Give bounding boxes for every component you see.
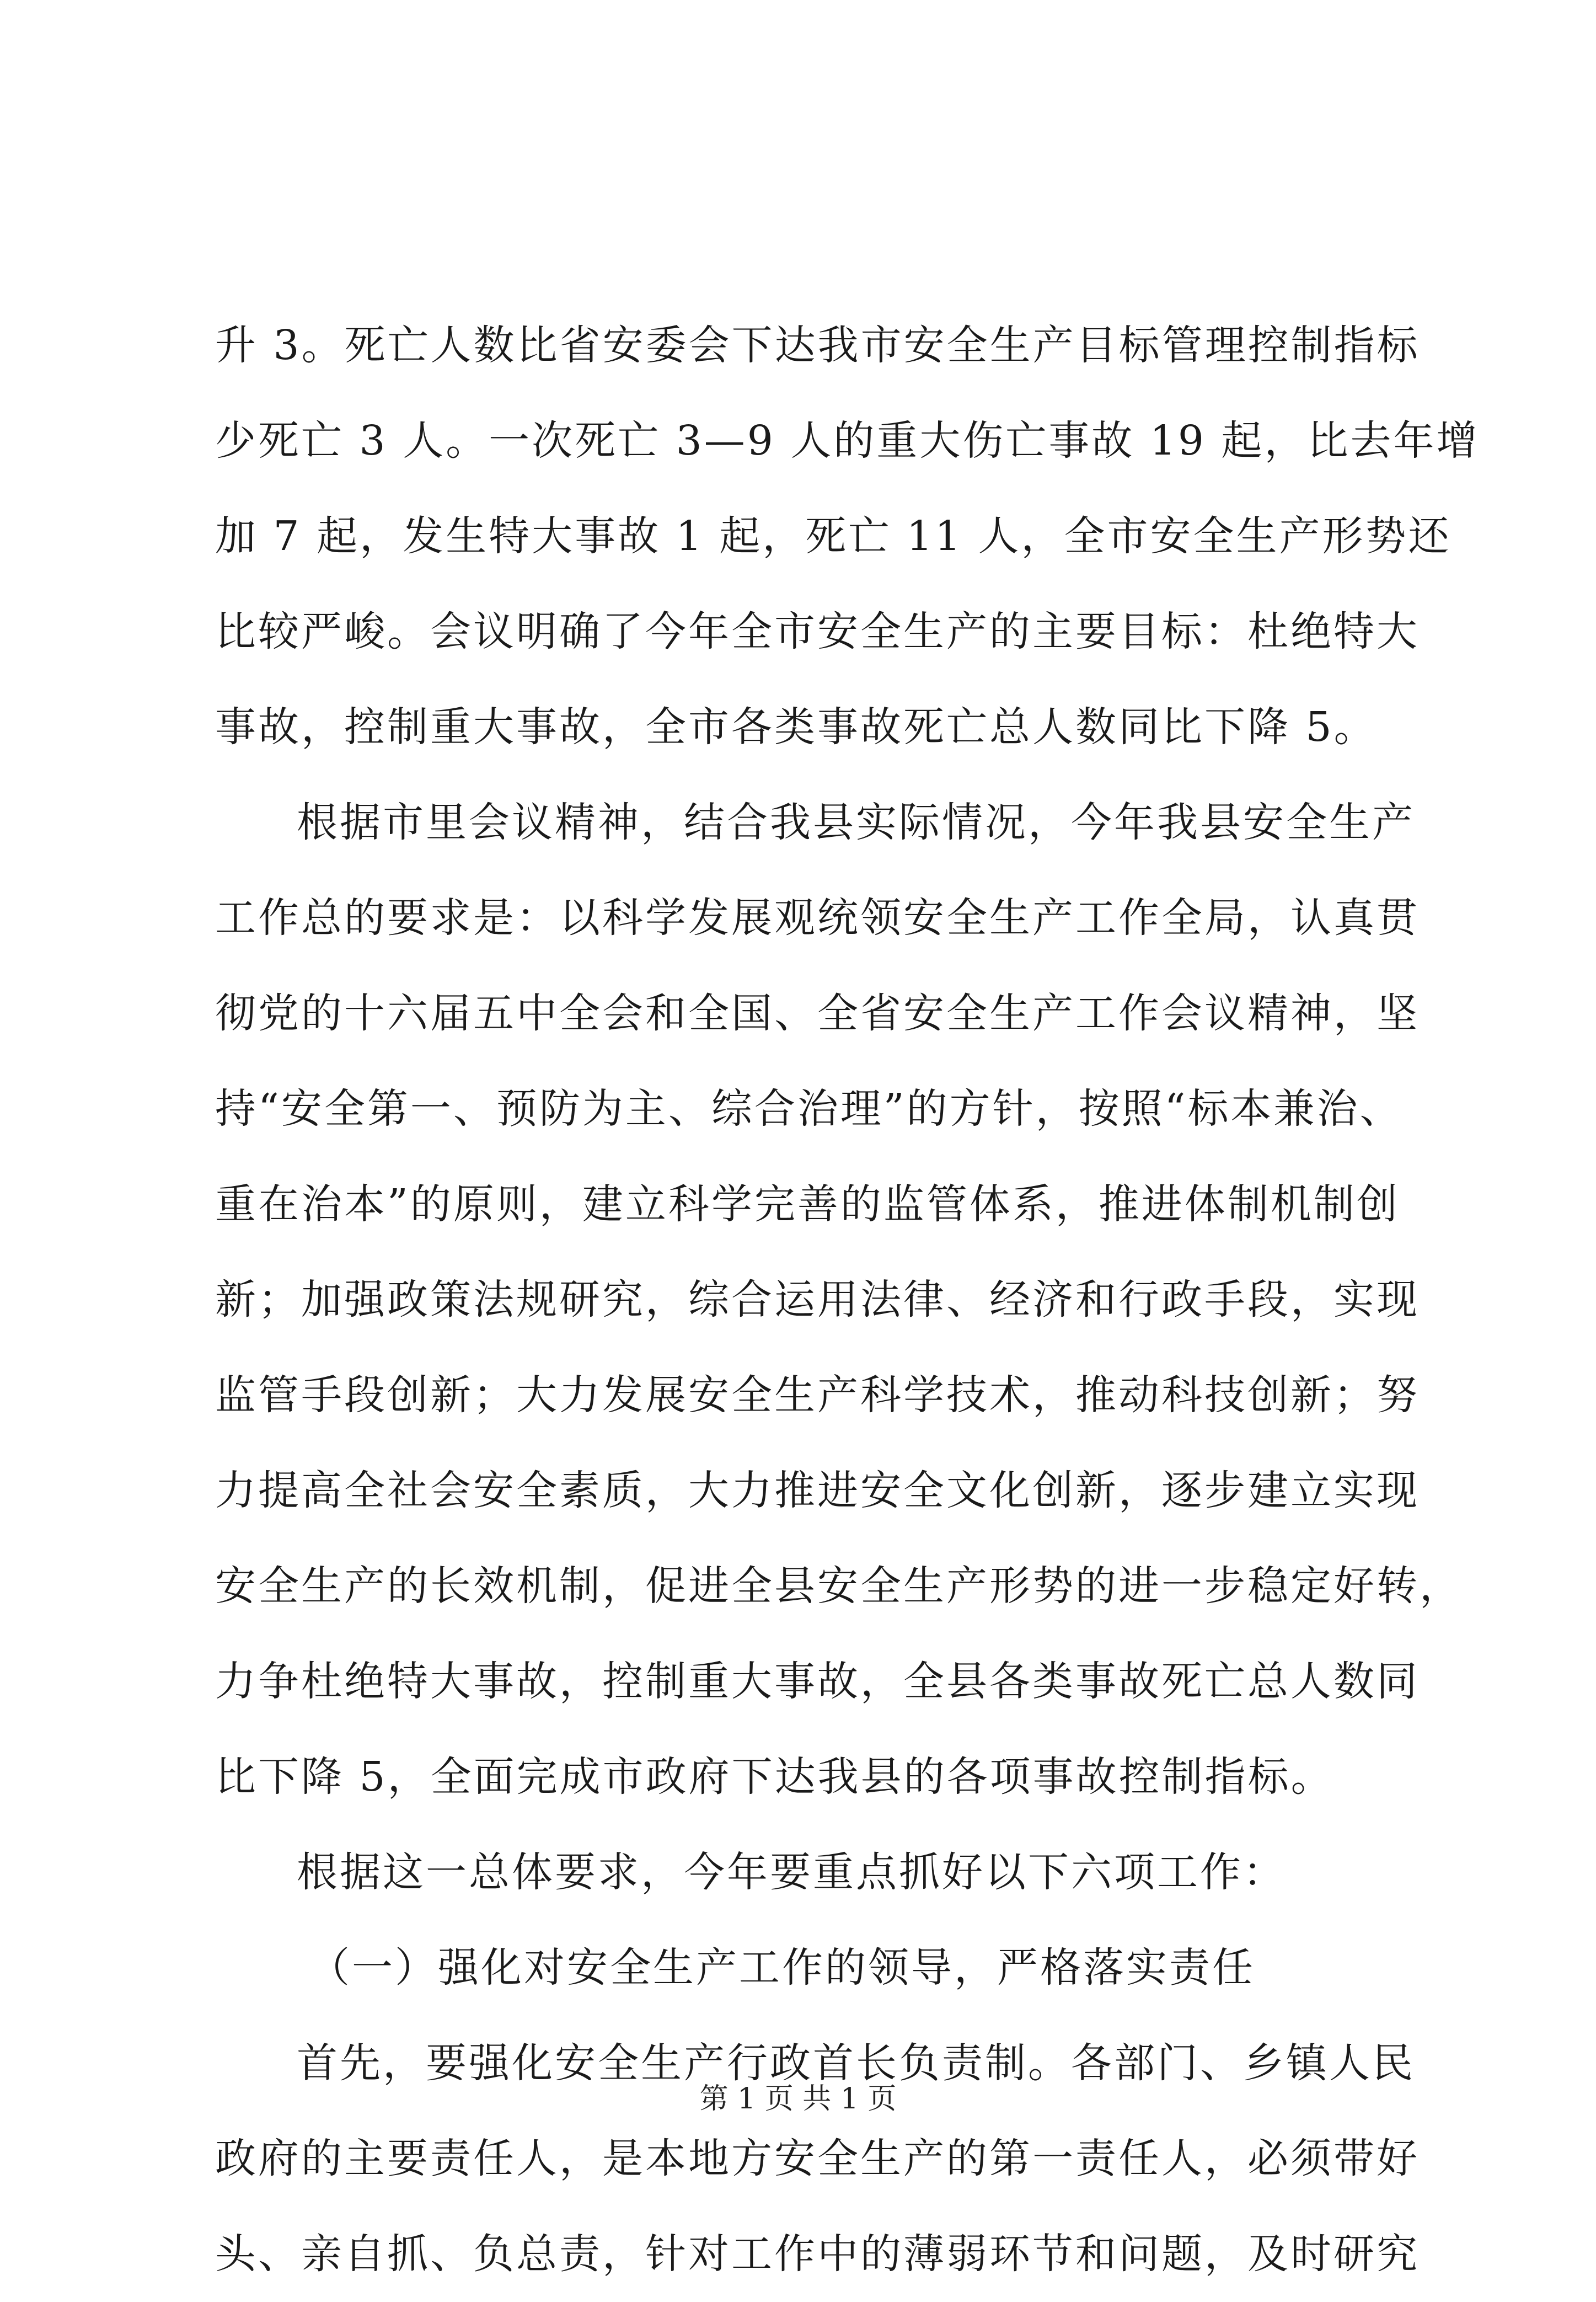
- text-line: 工作总的要求是：以科学发展观统领安全生产工作全局，认真贯: [215, 894, 1420, 942]
- paragraph-start-line: 首先，要强化安全生产行政首长负责制。各部门、乡镇人民: [297, 2039, 1415, 2087]
- text-line: 比下降 5，全面完成市政府下达我县的各项事故控制指标。: [215, 1753, 1334, 1801]
- text-line: 持“安全第一、预防为主、综合治理”的方针，按照“标本兼治、: [215, 1085, 1403, 1133]
- text-line: 政府的主要责任人，是本地方安全生产的第一责任人，必须带好: [215, 2135, 1420, 2182]
- text-line: 安全生产的长效机制，促进全县安全生产形势的进一步稳定好转，: [215, 1562, 1463, 1610]
- section-heading: （一）强化对安全生产工作的领导，严格落实责任: [309, 1944, 1255, 1991]
- text-line: 头、亲自抓、负总责，针对工作中的薄弱环节和问题，及时研究: [215, 2230, 1420, 2278]
- text-line: 力争杜绝特大事故，控制重大事故，全县各类事故死亡总人数同: [215, 1658, 1420, 1705]
- paragraph-start-line: 根据市里会议精神，结合我县实际情况，今年我县安全生产: [297, 799, 1415, 846]
- page-footer: 第 1 页 共 1 页: [699, 2082, 897, 2116]
- text-line: 比较严峻。会议明确了今年全市安全生产的主要目标：杜绝特大: [215, 608, 1420, 655]
- text-line: 升 3。死亡人数比省安委会下达我市安全生产目标管理控制指标: [215, 322, 1420, 369]
- text-line: 力提高全社会安全素质，大力推进安全文化创新，逐步建立实现: [215, 1467, 1420, 1514]
- text-line: 监管手段创新；大力发展安全生产科学技术，推动科技创新；努: [215, 1371, 1420, 1419]
- text-line: 少死亡 3 人。一次死亡 3—9 人的重大伤亡事故 19 起，比去年增: [215, 417, 1480, 464]
- document-body: [215, 298, 1480, 2302]
- text-line: 事故，控制重大事故，全市各类事故死亡总人数同比下降 5。: [215, 703, 1377, 751]
- text-line: 彻党的十六届五中全会和全国、全省安全生产工作会议精神，坚: [215, 990, 1420, 1037]
- text-line: 加 7 起，发生特大事故 1 起，死亡 11 人，全市安全生产形势还: [215, 512, 1452, 560]
- paragraph-start-line: 根据这一总体要求，今年要重点抓好以下六项工作：: [297, 1849, 1286, 1896]
- text-line: 重在治本”的原则，建立科学完善的监管体系，推进体制机制创: [215, 1181, 1400, 1228]
- text-line: 新；加强政策法规研究，综合运用法律、经济和行政手段，实现: [215, 1276, 1420, 1323]
